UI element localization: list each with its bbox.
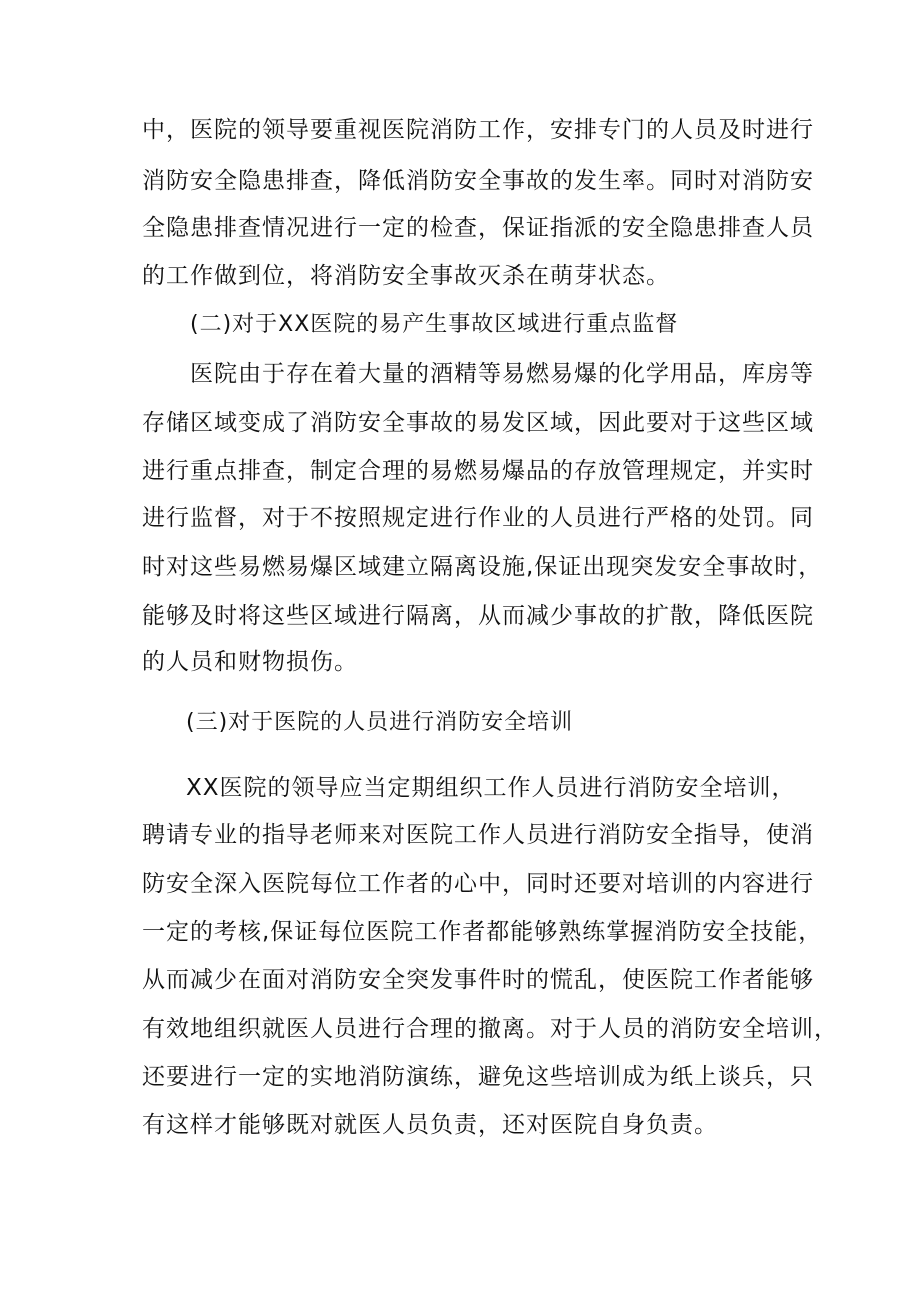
text-line: 防安全深入医院每位工作者的心中，同时还要对培训的内容进行 [142,871,814,897]
text-line: 的工作做到位，将消防安全事故灭杀在萌芽状态。 [142,263,670,289]
text-line: 中，医院的领导要重视医院消防工作，安排专门的人员及时进行 [142,117,814,143]
text-line: 时对这些易燃易爆区域建立隔离设施,保证出现突发安全事故时， [142,554,823,580]
text-line: 消防安全隐患排查，降低消防安全事故的发生率。同时对消防安 [142,168,814,194]
text-line: 还要进行一定的实地消防演练，避免这些培训成为纸上谈兵，只 [142,1064,814,1090]
section-heading-3: (三)对于医院的人员进行消防安全培训 [186,710,574,735]
text-line: 进行重点排查，制定合理的易燃易爆品的存放管理规定，并实时 [142,458,814,484]
section-heading-2: (二)对于XX医院的易产生事故区域进行重点监督 [190,312,679,337]
text-line: 的人员和财物损伤。 [142,649,358,675]
text-line: 能够及时将这些区域进行隔离，从而减少事故的扩散，降低医院 [142,603,814,629]
text-line: 全隐患排查情况进行一定的检查，保证指派的安全隐患排查人员 [142,215,814,241]
text-line: 存储区域变成了消防安全事故的易发区域，因此要对于这些区域 [142,410,814,436]
text-line: 一定的考核,保证每位医院工作者都能够熟练掌握消防安全技能， [142,919,823,945]
text-line: 有这样才能够既对就医人员负责，还对医院自身负责。 [142,1112,718,1138]
text-line: 聘请专业的指导老师来对医院工作人员进行消防安全指导，使消 [142,822,814,848]
text-line: 有效地组织就医人员进行合理的撤离。对于人员的消防安全培训， [142,1016,838,1042]
text-line: 进行监督，对于不按照规定进行作业的人员进行严格的处罚。同 [142,505,814,531]
text-line: 从而减少在面对消防安全突发事件时的慌乱，使医院工作者能够 [142,967,814,993]
text-line: 医院由于存在着大量的酒精等易燃易爆的化学用品，库房等 [190,361,814,387]
text-line: XX医院的领导应当定期组织工作人员进行消防安全培训， [186,775,796,801]
